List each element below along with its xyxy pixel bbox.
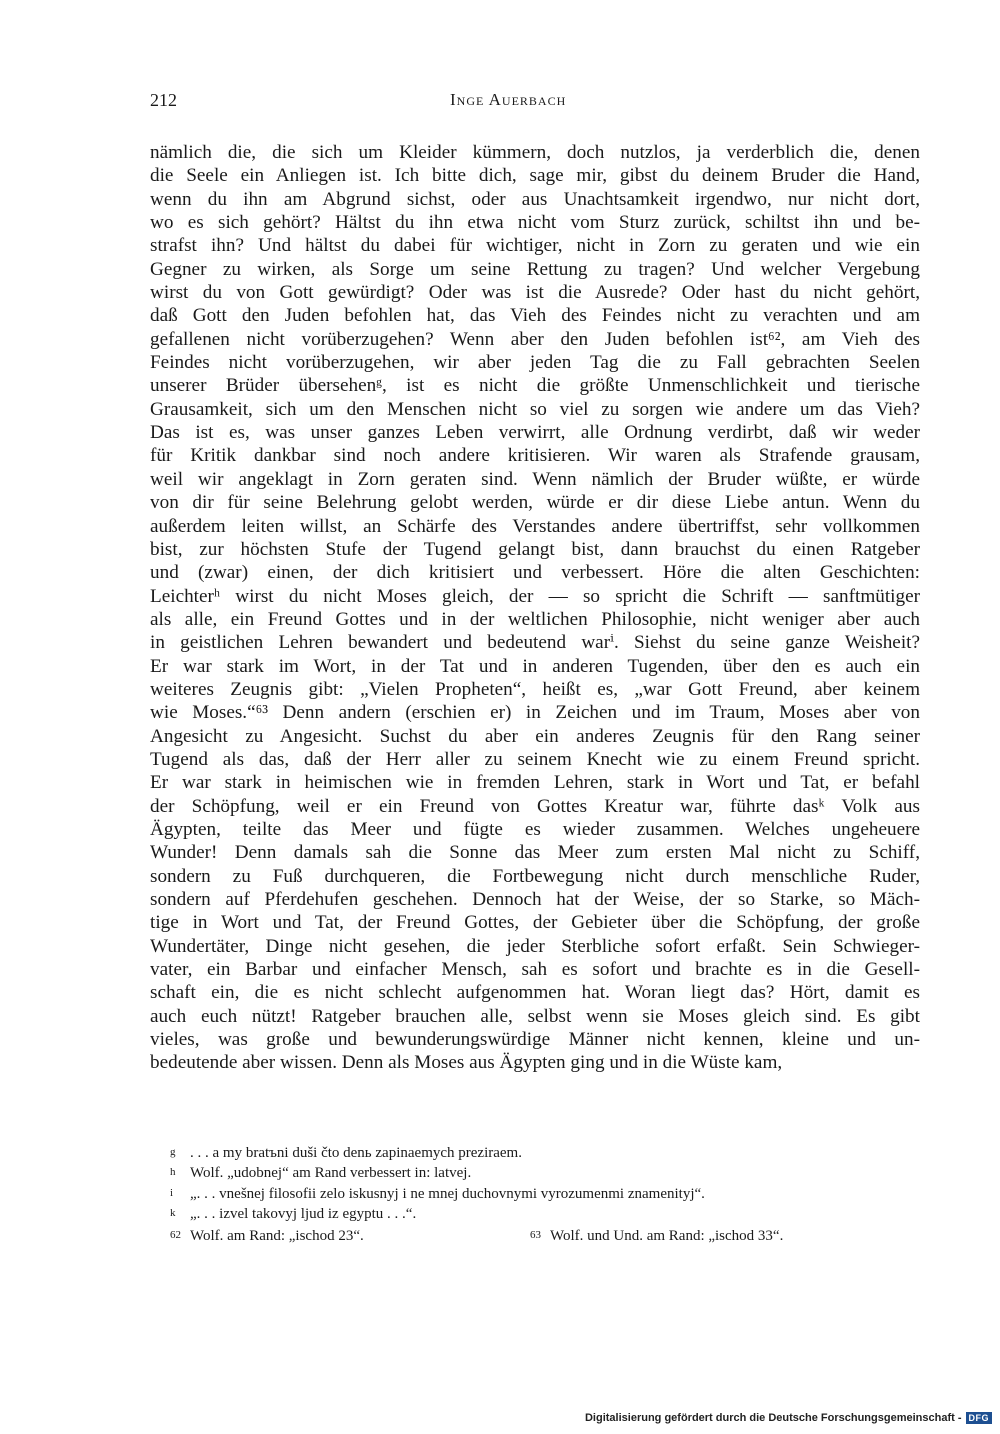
text-line: und (zwar) einen, der dich kritisiert und verbessert. Höre die alten Geschichten: <box>150 562 920 584</box>
text-line: nämlich die, die sich um Kleider kümmern, doch nutzlos, ja verderblich die, denen <box>150 142 920 163</box>
text-line: für Kritik dankbar sind noch andere kritisieren. Wir waren als Strafende grausam, <box>150 445 920 467</box>
running-head: Inge Auerbach <box>450 90 567 109</box>
text-line: unserer Brüder übersehenᵍ, ist es nicht die größte Unmenschlichkeit und tierische <box>150 375 920 397</box>
text-line: Tugend als das, daß der Herr aller zu seinem Knecht wie zu einem Freund spricht. <box>150 748 920 770</box>
footnote-g <box>170 1143 920 1163</box>
text-line: Leichterʰ wirst du nicht Moses gleich, der — so spricht die Schrift — sanftmütiger <box>150 585 920 607</box>
footnote-text: Wolf. am Rand: „ischod 23“. <box>190 1228 364 1244</box>
credit-text: Digitalisierung gefördert durch die Deutsche Forschungsgemeinschaft - <box>584 1412 962 1424</box>
footnote-text: Wolf. und Und. am Rand: „ischod 33“. <box>550 1228 784 1244</box>
footnote-k <box>170 1204 920 1224</box>
text-line: auch euch nützt! Ratgeber brauchen alle, selbst wenn sie Moses gleich sind. Es gibt <box>150 1005 920 1027</box>
text-line: schaft ein, die es nicht schlecht aufgenommen hat. Woran liegt das? Hört, damit es <box>150 982 920 1004</box>
text-line: Grausamkeit, sich um den Menschen nicht so viel zu sorgen wie andere um das Vieh? <box>150 398 920 420</box>
text-line: tige in Wort und Tat, der Freund Gottes, der Gebieter über die Schöpfung, der große <box>150 912 920 934</box>
text-line: gefallenen nicht vorüberzugehen? Wenn aber den Juden befohlen ist⁶², am Vieh des <box>150 328 920 350</box>
text-line: Ägypten, teilte das Meer und fügte es wieder zusammen. Welches ungeheuere <box>150 818 920 840</box>
text-line: wo es sich gehört? Hältst du ihn etwa nicht vom Sturz zurück, schiltst ihn und be- <box>150 212 920 234</box>
text-line: wenn du ihn am Abgrund sichst, oder aus Unachtsamkeit irgendwo, nur nicht dort, <box>150 188 920 210</box>
text-line: bedeutende aber wissen. Denn als Moses aus Ägypten ging und in die Wüste kam, <box>150 1052 783 1074</box>
text-line: als alle, ein Freund Gottes und in der weltlichen Philosophie, nicht weniger aber auch <box>150 608 920 630</box>
footnote-text: „. . . izvel takovyj ljud iz egyptu . . .“. <box>190 1206 417 1223</box>
footnote-mark: g <box>170 1146 176 1158</box>
text-line: vieles, was große und bewunderungswürdige Männer nicht kennen, kleine und un- <box>150 1029 920 1051</box>
footnote-text: Wolf. „udobnej“ am Rand verbessert in: latvej. <box>190 1165 472 1182</box>
footnote-text: . . . a my bratъni duši čto denь zapinaemych preziraem. <box>190 1145 522 1161</box>
footnote-mark: i <box>170 1186 174 1199</box>
footnote-mark: h <box>170 1166 176 1179</box>
text-line: Angesicht zu Angesicht. Suchst du aber ein anderes Zeugnis für den Rang seiner <box>150 725 920 747</box>
page-header <box>150 90 920 114</box>
text-line: Er war stark in heimischen wie in fremden Lehren, stark in Wort und Tat, er befahl <box>150 772 920 794</box>
footnotes-letter <box>170 1143 920 1225</box>
text-line: sondern auf Pferdehufen geschehen. Dennoch hat der Weise, der so Starke, so Mäch- <box>150 889 920 910</box>
text-line: Gegner zu wirken, als Sorge um seine Rettung zu tragen? Und welcher Vergebung <box>150 258 920 280</box>
text-line: daß Gott den Juden befohlen hat, das Vieh des Feindes nicht zu verachten und am <box>150 305 920 327</box>
text-line: von dir für seine Belehrung gelobt werden, würde er dir diese Liebe antun. Wenn du <box>150 492 920 514</box>
footnote-63 <box>530 1228 783 1245</box>
text-line: Wundertäter, Dinge nicht gesehen, die jeder Sterbliche sofort erfaßt. Sein Schwieger- <box>150 935 920 957</box>
text-line: die Seele ein Anliegen ist. Ich bitte dich, sage mir, gibst du deinem Bruder die Hand, <box>150 165 920 187</box>
body-text <box>150 141 920 1075</box>
footnote-text: „. . . vnešnej filosofii zelo iskusnyj i ne mnej duchovnymi vyrozumenmi znamenityj“. <box>190 1185 705 1202</box>
text-line: Das ist es, was unser ganzes Leben verwirrt, alle Ordnung verdirbt, daß wir weder <box>150 422 920 444</box>
digitization-credit <box>585 1412 992 1424</box>
footnotes-numbered <box>170 1228 920 1248</box>
text-line: Wunder! Denn damals sah die Sonne das Meer zum ersten Mal nicht zu Schiff, <box>150 842 920 864</box>
text-line: außerdem leiten willst, an Schärfe des Verstandes andere übertriffst, sehr vollkommen <box>150 515 920 537</box>
text-line: bist, zur höchsten Stufe der Tugend gelangt bist, dann brauchst du einen Ratgeber <box>150 538 920 560</box>
footnote-mark: k <box>170 1207 176 1220</box>
text-line: weil wir angeklagt in Zorn geraten sind. Wenn nämlich der Bruder wüßte, er würde <box>150 468 920 490</box>
text-line: strafst ihn? Und hältst du dabei für wichtiger, nicht in Zorn zu geraten und wie ein <box>150 235 920 257</box>
footnote-62 <box>170 1228 364 1245</box>
text-line: wie Moses.“⁶³ Denn andern (erschien er) in Zeichen und im Traum, Moses aber von <box>150 702 920 724</box>
text-line: Feindes nicht vorüberzugehen, wir aber jeden Tag die zu Fall gebrachten Seelen <box>150 352 920 374</box>
text-line: Er war stark im Wort, in der Tat und in anderen Tugenden, über den es auch ein <box>150 655 920 677</box>
text-line: der Schöpfung, weil er ein Freund von Gottes Kreatur war, führte dasᵏ Volk aus <box>150 795 920 817</box>
footnote-mark: 63 <box>530 1229 541 1241</box>
footnote-i <box>170 1184 920 1204</box>
text-line: weiteres Zeugnis gibt: „Vielen Propheten“, heißt es, „war Gott Freund, aber keinem <box>150 678 920 700</box>
text-line: sondern zu Fuß durchqueren, die Fortbewegung nicht durch menschliche Ruder, <box>150 865 920 887</box>
text-line: in geistlichen Lehren bewandert und bedeutend warⁱ. Siehst du seine ganze Weisheit? <box>150 632 920 654</box>
text-line: wirst du von Gott gewürdigt? Oder was ist die Ausrede? Oder hast du nicht gehört, <box>150 282 920 304</box>
page-number: 212 <box>150 90 177 110</box>
footnote-h <box>170 1163 920 1183</box>
dfg-logo: DFG <box>966 1412 993 1424</box>
footnote-mark: 62 <box>170 1229 181 1241</box>
text-line: vater, ein Barbar und einfacher Mensch, sah es sofort und brachte es in die Gesell- <box>150 959 920 981</box>
